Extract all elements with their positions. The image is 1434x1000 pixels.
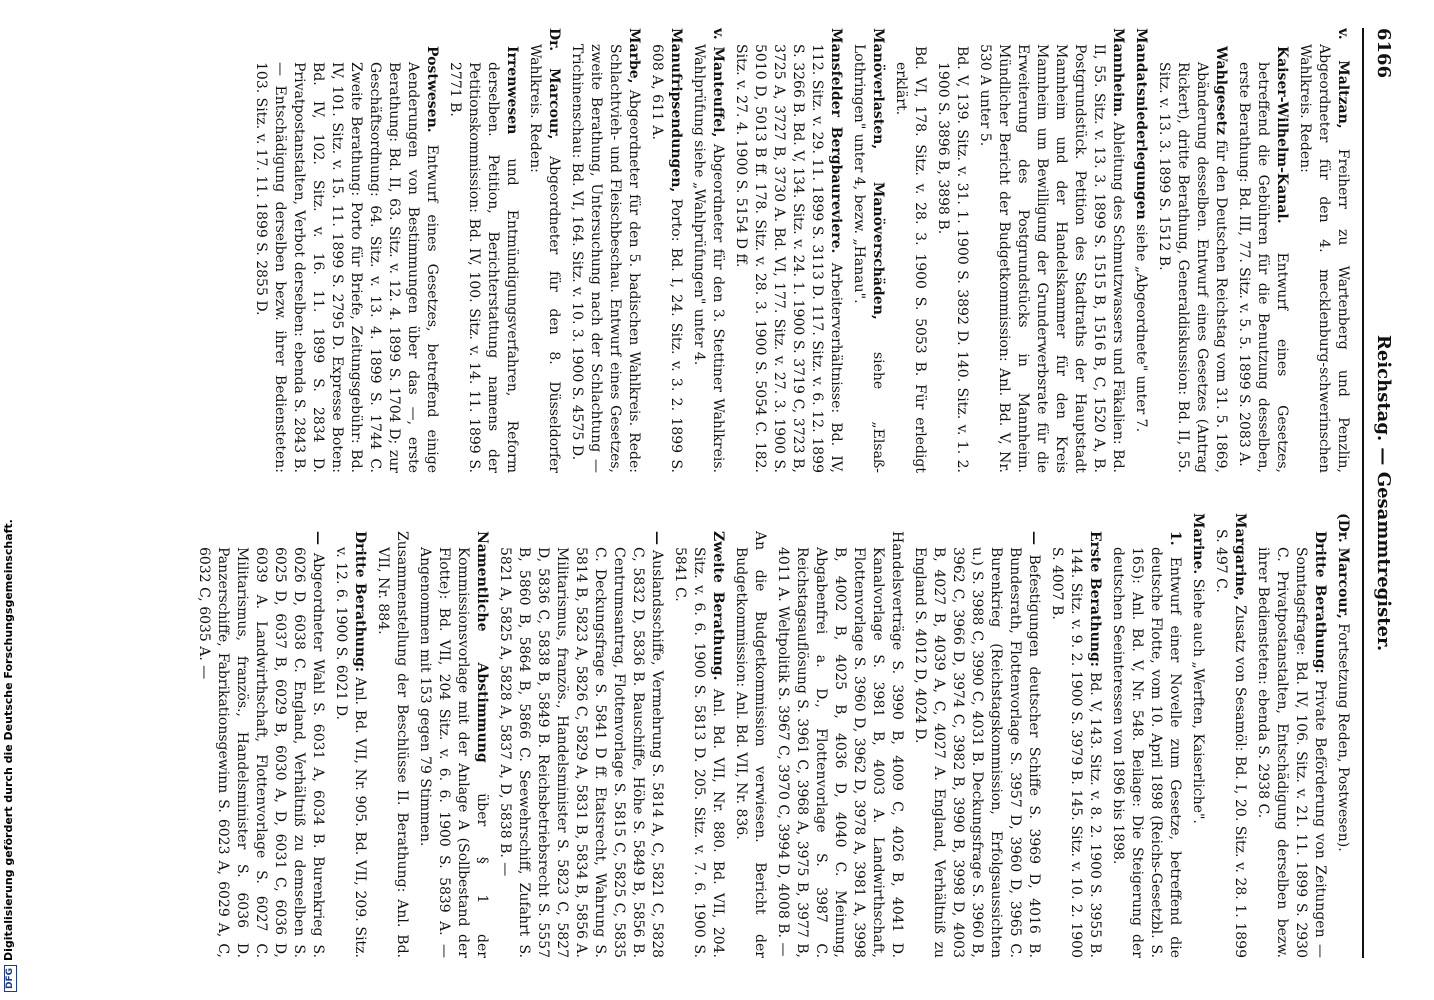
entry-text: Abgeordneter für den 5. badischen Wahlkreis. Rede: Schlachtvieh- und Fleischbeschau. Entwurf eines Gesetzes, zweite Berathung, Untersuchung nach der Schlachtung — Trichinenschau: Bd. VI, 164. Sitz. v. 10. 3. 1900 S. 4575 D. [569,44,642,473]
entry-keyword: Mannheim. [1110,28,1126,118]
entry-keyword: Margarine, [1232,513,1248,601]
entry-text: für den Deutschen Reichstag vom 31. 5. 1869, Abänderung desselben. Entwurf eines Gesetzes (Antrag Rickert), dritte Berathung, Generaldiskussion: Bd. II, 55. Sitz. v. 13. 3. 1899 S. 1512 B. [1156,62,1229,473]
index-entry [1295,28,1352,473]
index-entry [1131,28,1150,473]
index-entry [194,513,327,958]
entry-keyword: Kaiser-Wilhelm-Kanal. [1274,46,1290,224]
entry-text: Anl. Bd. VII, Nr. 905. Bd. VII, 209. Sitz. v. 12. 6. 1900 S. 6021 D. [333,547,368,958]
index-entry [975,28,1127,473]
entry-text: Porto: Bd. I, 24. Sitz. v. 3. 2. 1899 S. 608 A, 611 A. [649,44,684,473]
page-header [1364,28,1394,958]
header-rule [1362,28,1364,958]
index-entry [525,28,563,473]
entry-text: Fortsetzung Reden, Postwesen). [1335,623,1351,852]
entry-text: Abgeordneter für den 8. Düsseldorfer Wahlkreis. Reden: [527,44,562,473]
entry-keyword: Manöverlasten, Manöverschäden, [870,28,886,320]
entry-text: Freiherr zu Wartenberg und Penzlin, Abgeordneter für den 4. mecklenburg-schwerinschen Wahlkreis. Reden: [1297,44,1351,473]
entry-keyword: Marbe, [626,28,642,84]
index-entry [1108,513,1184,958]
page-number: 6166 [1373,28,1394,79]
entry-keyword: Manufripsendungen, [668,28,684,193]
index-entry [1211,513,1249,958]
index-entry [689,28,727,473]
entry-text: Ableitung des Schmutzwassers und Fäkalien: Bd. II, 55. Sitz. v. 13. 3. 1899 S. 1515 B, 1516 B, C, 1520 A, B. Postgrundstück. Petition des Stadtraths der Hauptstadt Mannheim und der Handelskammer für den Kreis Mannheim um Bewilligung der Grunderwerbsrate für die Erweiterung des Postgrundstücks in Mannheim. Mündlicher Bericht der Budgetkommission: Anl. Bd. V, Nr. 530 A unter 5. [977,44,1126,473]
entry-text: Arbeiterverhältnisse: Bd. IV, 112. Sitz. v. 29. 11. 1899 S. 3113 D. 117. Sitz. v. 6. 12. 1899 S. 3266 B. Bd. V, 134. Sitz. v. 24. 1. 1900 S. 3719 C, 3723 B, 3725 A, 3727 B, 3730 A. Bd. VI, 177. Sitz. v. 27. 3. 1900 S. 5010 D, 5013 B ff. 178. Sitz. v. 28. 3. 1900 S. 5054 C. 182. Sitz. v. 27. 4. 1900 S. 5154 D ff. [733,44,844,473]
entry-keyword: Postwesen. [424,46,440,133]
entry-keyword: Mandatsniederlegungen [1133,28,1149,220]
entry-text: Bd. VI, 178. Sitz. v. 28. 3. 1900 S. 5053 B. Für erledigt erklärt. [893,46,928,473]
entry-keyword: Dr. Marcour, [546,28,562,140]
entry-text: Anl. Bd. VII, Nr. 880. Bd. VII, 204. Sitz. v. 6. 6. 1900 S. 5813 D. 205. Sitz. v. 7. 6. 1900 S. 5841 C. [672,547,726,958]
entry-text: Bd. V, 139. Sitz. v. 31. 1. 1900 S. 3892 D. 140. Sitz. v. 1. 2. 1900 S. 3896 B, 3898 B. [935,46,970,473]
entry-text: Entwurf einer Novelle zum Gesetze, betreffend die deutsche Flotte, vom 10. April 1898 (Reichs-Gesetzbl. S. 165): Anl. Bd. V, Nr. 548. Beilage: Die Steigerung der deutschen Seeinteressen von 1896 bis 1898. [1110,547,1183,958]
entry-keyword: Zweite Berathung. [710,531,726,681]
index-entry [910,513,1043,958]
index-entry [1047,513,1104,958]
index-entry [891,28,929,473]
dfg-logo: DFG [4,965,17,992]
entry-text: Zusammenstellung der Beschlüsse II. Berathung: Anl. Bd. VII, Nr. 884. [375,531,410,958]
entry-text: und Entmündigungsverfahren, Reform derselben. Petition, Berichterstattung namens der Petitionskommission: Bd. IV, 100. Sitz. v. 14. 11. 1899 S. 2771 B. [447,62,520,473]
entry-keyword: v. Maltzan, [1335,28,1351,129]
index-entry [731,513,769,958]
entry-keyword: Irrenwesen [504,46,520,135]
entry-text: Entwurf eines Gesetzes, betreffend die Gebühren für die Benutzung desselben, erste Berathung: Bd. III, 77. Sitz. v. 5. 5. 1899 S. 2083 A. [1236,62,1290,473]
index-entry [1188,513,1207,958]
digitization-footer [0,0,24,1000]
entry-text: Befestigungen deutscher Schiffe S. 3969 D, 4016 B. Bundesrath, Flottenvorlage S. 3957 D, 3960 D, 3965 C. Burenkrieg (Reichstagskommission, Erfolgsaussichten u.) S. 3988 C, 3990 C, 4031 B. Deckungsfrage S. 3960 B, 3962 C, 3966 D, 3974 C, 3982 B, 3990 B, 3998 D, 4003 B, 4027 B, 4039 A, C, 4027 A. England, Verhältniß zu England S. 4012 D, 4024 D. [912,547,1042,958]
page-title: Reichstag. — Gesammtregister. [1373,334,1394,652]
index-entry [251,28,441,473]
entry-keyword: Erste Berathung: [1087,531,1103,667]
left-column [62,28,1352,473]
entry-keyword: Marine. [1190,513,1206,575]
footer-credit: Digitalisierung gefördert durch die Deutsche Forschungsgemeinschaft. [2,519,15,961]
index-entry [567,28,643,473]
index-entry [1154,28,1230,473]
entry-keyword: — [310,531,326,545]
entry-keyword: Wahlgesetz [1213,46,1229,135]
entry-text: Zusatz von Sesamöl: Bd. I, 20. Sitz. v. 28. 1. 1899 S. 497 C. [1213,529,1248,958]
index-entry [331,513,369,958]
index-entry [670,513,727,958]
entry-text: über § 1 der Kommissionsvorlage mit der Anlage A (Sollbestand der Flotte): Bd. VII, 204 Sitz. v. 6. 6. 1900 S. 5839 A. — Angenommen mit 153 gegen 79 Stimmen. [417,547,490,958]
index-entry [1253,513,1329,958]
entry-keyword: Mansfelder Bergbaureviere. [828,28,844,254]
entry-text: Entwurf eines Gesetzes, betreffend einige Aenderungen von Bestimmungen über das —, erste Berathung: Bd. II, 63. Sitz. v. 12. 4. 1899 S. 1704 D; zur Geschäftsordnung: 64. Sitz. v. 13. 4. 1899 S. 1744 C. Zweite Berathung: Porto für Briefe, Zeitungsgebühr: Bd. IV, 101. Sitz. v. 15. 11. 1899 S. 2795 D. Expresse Boten: Bd. IV, 102. Sitz. v. 16. 11. 1899 S. 2834 D. Privatpostanstalten, Verbot derselben: ebenda S. 2843 B. — Entschädigung derselben bezw. ihrer Bediensteten: 103. Sitz. v. 17. 11. 1899 S. 2855 D. [253,62,440,473]
entry-text: Abgeordneter Wahl S. 6031 A, 6034 B. Burenkrieg S. 6026 D, 6038 C. England, Verhältniß zu demselben S. 6025 D, 6037 B, 6029 B, 6030 A, D, 6031 C, 6036 D, 6039 A. Landwirthschaft, Flottenvorlage S. 6027 C. Militarismus, französ., Handelsminister S. 6036 D. Panzerschiffe, Fabrikationsgewinn S. 6023 A, 6029 A, C, 6032 C, 6035 A. — [196,547,326,958]
entry-text: Abgeordneter für den 3. Stettiner Wahlkreis. Wahlprüfung siehe „Wahlprüfungen" unter 4. [691,44,726,473]
index-entry [373,513,411,958]
index-entry [1333,513,1352,958]
entry-keyword: Dritte Berathung: [352,531,368,673]
entry-keyword: (Dr. Marcour, [1335,513,1351,619]
right-column [62,513,1352,958]
index-entry [933,28,971,473]
entry-keyword: Dritte Berathung: [1312,531,1328,674]
scanned-page [54,28,1394,958]
entry-text: Handelsverträge S. 3990 B, 4009 C, 4026 B, 4041 D. Kanalvorlage S. 3981 B, 4003 A. Landwirthschaft, Flottenvorlage S. 3960 D, 3962 D, 3978 A, 3981 A, 3998 B, 4002 B, 4025 B, 4036 D, 4040 C. Meinung, Abgabenfrei a. D., Flottenvorlage S. 3987 C. Reichstagsauflösung S. 3961 C, 3968 A, 3975 B, 3977 B, 4011 A. Weltpolitik S. 3967 C, 3970 C, 3994 D, 4008 B. — [775,531,905,958]
entry-text: An die Budgetkommission verwiesen. Bericht der Budgetkommission: Anl. Bd. VII, Nr. 836. [733,531,768,958]
index-entry [415,513,491,958]
entry-text: Siehe auch „Werften, Kaiserliche". [1190,578,1206,824]
entry-text: Private Beförderung von Zeitungen — Sonntagsfrage: Bd. IV, 106. Sitz. v. 21. 11. 1899 S. 2930 C. Privatpostanstalten, Entschädigung derselben bezw. ihrer Bediensteten: ebenda S. 2938 C. [1255,547,1328,958]
entry-text: siehe „Abgeordnete" unter 7. [1133,224,1149,433]
index-entry [731,28,845,473]
index-entry [773,513,906,958]
entry-keyword: v. Manteuffel, [710,28,726,138]
entry-text: siehe „Elsaß-Lothringen" unter 4, bezw. „Hanau". [851,44,886,473]
index-entry [1234,28,1291,473]
entry-text: Auslandsschiffe, Vermehrung S. 5814 A, C, 5821 C, 5828 C, 5832 D, 5836 B. Bauschiffe, Höhe S. 5849 B, 5856 B. Centrumsantrag, Flottenvorlage S. 5815 C, 5825 C, 5835 C. Deckungsfrage S. 5841 D ff. Etatsrecht, Wahrung S. 5814 B, 5823 A, 5826 C, 5829 A, 5831 B, 5834 B, 5856 A. Militarismus, französ., Handelsminister S. 5823 C, 5827 D, 5836 C, 5838 B, 5849 B. Reichsbetriebsrecht S. 5557 B, 5860 B, 5864 B, 5866 C. Seewehrschiff, Zufahrt S. 5821 A, 5825 A, 5828 A, 5837 A, D, 5838 B. — [497,547,665,958]
index-entry [495,513,666,958]
entry-keyword: Namentliche Abstimmung [474,531,490,763]
index-entry [849,28,887,473]
entry-text: Bd. V, 143. Sitz. v. 8. 2. 1900 S. 3955 B. 144. Sitz. v. 9. 2. 1900 S. 3979 B. 145. Sitz. v. 10. 2. 1900 S. 4007 B. [1049,547,1103,958]
entry-keyword: — [649,531,665,545]
entry-keyword: — [1026,531,1042,545]
index-entry [647,28,685,473]
entry-keyword: 1. [1167,531,1183,546]
index-entry [445,28,521,473]
